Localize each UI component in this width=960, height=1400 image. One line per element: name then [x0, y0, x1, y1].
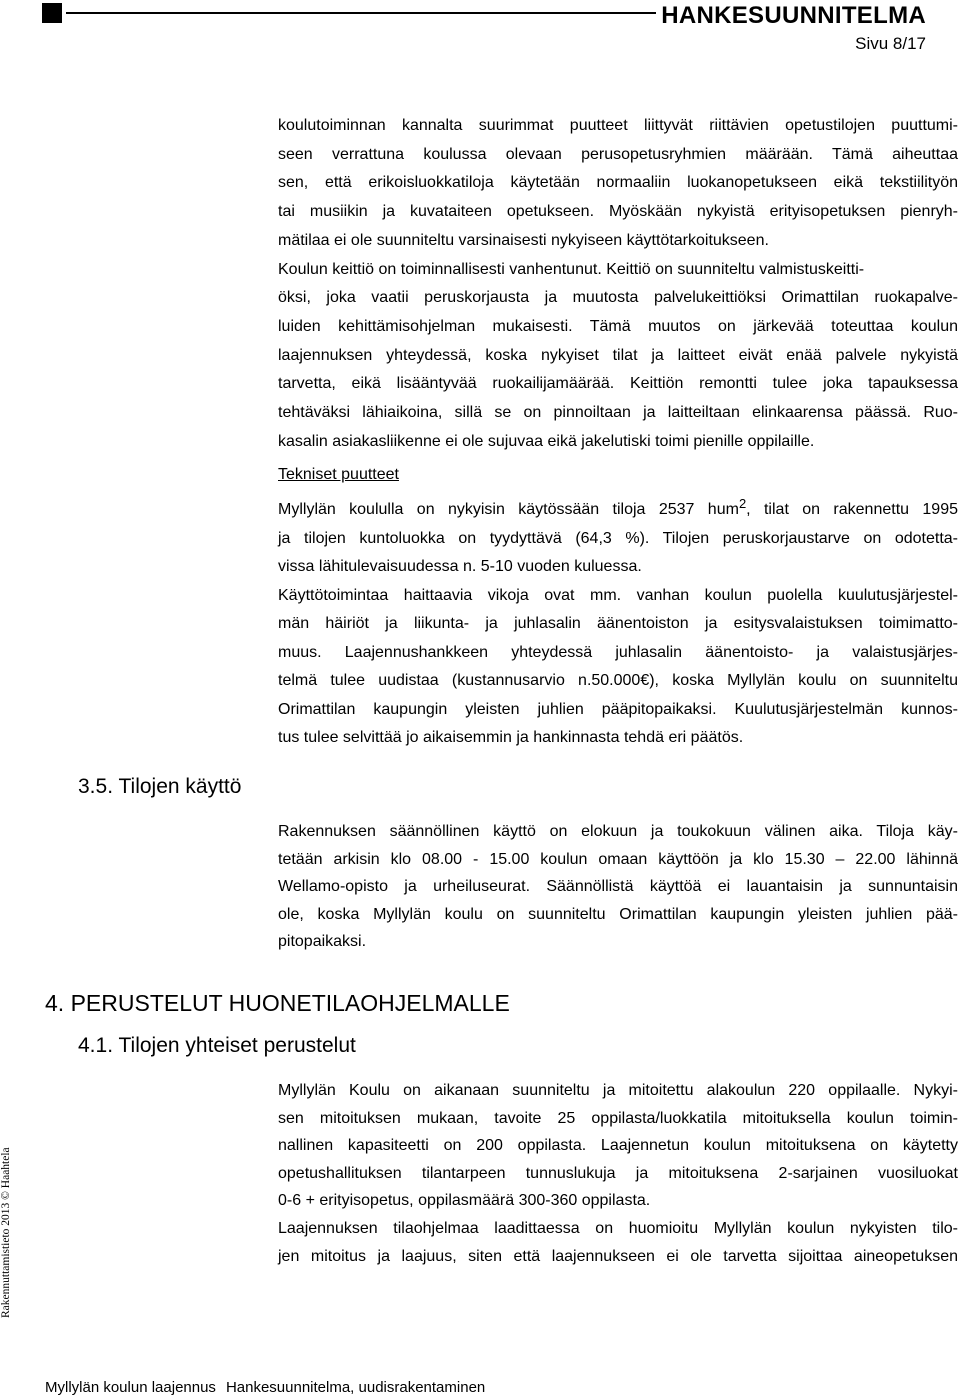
header-square-mark	[42, 3, 62, 23]
text-line: öksi, joka vaatii peruskorjausta ja muutosta palvelukeittiöksi Orimattilan ruokapalve-	[278, 289, 958, 307]
section-heading-4: 4. PERUSTELUT HUONETILAOHJELMALLE	[45, 990, 510, 1016]
text-line: sen mitoituksen mukaan, tavoite 25 oppilasta/luokkatila mitoituksella koulun toimin-	[278, 1109, 958, 1127]
document-title: HANKESUUNNITELMA	[661, 2, 926, 29]
section-3-5-paragraph	[278, 818, 958, 956]
text-line: kasalin asiakasliikenne ei ole sujuvaa eikä jakelutiski toimi pienille oppilaille.	[278, 432, 815, 450]
section-heading-4-1: 4.1. Tilojen yhteiset perustelut	[78, 1034, 356, 1057]
superscript: 2	[738, 496, 747, 511]
header-rule	[66, 12, 656, 14]
text-line: vissa lähitulevaisuudessa n. 5-10 vuoden kuluessa.	[278, 558, 642, 575]
page-number: Sivu 8/17	[855, 34, 926, 53]
text-line: opetushallituksen tilantarpeen tunnuslukuja ja mitoituksena 2-sarjainen vuosiluokat	[278, 1164, 958, 1182]
intro-paragraph	[278, 112, 958, 456]
text-line: tai musiikin ja kuvataiteen opetukseen. Myöskään nykyistä erityisopetuksen pienryh-	[278, 203, 958, 221]
page-footer	[45, 1379, 485, 1396]
text-line: telmä tulee uudistaa (kustannusarvio n.50.000€), koska Myllylän koulu on suunniteltu	[278, 672, 958, 689]
text-line: tus tulee selvittää jo aikaisemmin ja hankinnasta tehdä eri päätös.	[278, 729, 744, 746]
text-line: muus. Laajennushankkeen yhteydessä juhlasalin äänentoisto- ja valaistusjärjes-	[278, 643, 958, 661]
text-line: luiden kehittämisohjelman mukaisesti. Tämä muutos on järkevää toteuttaa koulun	[278, 317, 958, 335]
text-line: pitopaikaksi.	[278, 933, 367, 951]
text-line: Wellamo-opisto ja urheiluseurat. Säännöllistä käyttöä ei lauantaisin ja sunnuntaisin	[278, 878, 958, 896]
text-line: Rakennuksen säännöllinen käyttö on elokuun ja toukokuun välinen aika. Tiloja käy-	[278, 823, 958, 840]
text-line: nallinen kapasiteetti on 200 oppilasta. Laajennetun koulun mitoituksena on käytetty	[278, 1137, 958, 1155]
text-line: tehtäväksi lähiaikoina, sillä se on pinnoiltaan ja laitteiltaan elinkaarensa päässä. Ruo-	[278, 404, 958, 422]
text-line	[278, 496, 958, 525]
text-line: tetään arkisin klo 08.00 - 15.00 koulun omaan käyttöön ja klo 15.30 – 22.00 lähinnä	[278, 850, 958, 868]
text-fragment: Myllylän koululla on nykyisin käytössään tiloja 2537 hum	[278, 501, 739, 518]
text-line: tarvetta, eikä lisääntyvää ruokailijamäärää. Keittiön remontti tulee joka tapauksessa	[278, 375, 958, 393]
copyright-side-note: Rakennuttamistieto 2013 © Haahtela	[0, 1147, 12, 1318]
text-fragment: , tilat on rakennettu 1995	[746, 501, 959, 518]
footer-project-name: Myllylän koulun laajennus	[45, 1379, 216, 1396]
section-4-1-paragraph	[278, 1077, 958, 1270]
text-line: Laajennuksen tilaohjelmaa laadittaessa on huomioitu Myllylän koulun nykyisten tilo-	[278, 1219, 958, 1237]
text-line: mätilaa ei ole suunniteltu varsinaisesti nykyiseen käyttötarkoitukseen.	[278, 231, 769, 249]
technical-heading: Tekniset puutteet	[278, 466, 399, 483]
text-line: Myllylän Koulu on aikanaan suunniteltu ja mitoitettu alakoulun 220 oppilaalle. Nykyi-	[278, 1082, 958, 1099]
text-line: Käyttötoimintaa haittaavia vikoja ovat mm. vanhan koulun puolella kuulutusjärjestel-	[278, 586, 958, 604]
text-line: Koulun keittiö on toiminnallisesti vanhentunut. Keittiö on suunniteltu valmistuskeitti-	[278, 260, 865, 278]
footer-document-name: Hankesuunnitelma, uudisrakentaminen	[225, 1379, 486, 1396]
text-line: jen mitoitus ja laajuus, siten että laajennukseen ei ole tarvetta sijoittaa aineopetuksen	[278, 1247, 958, 1265]
text-line: män häiriöt ja liikunta- ja juhlasalin äänentoiston ja esitysvalaistuksen toimimatto-	[278, 615, 958, 632]
text-line: koulutoiminnan kannalta suurimmat puutteet liittyvät riittävien opetustilojen puuttumi-	[278, 117, 958, 134]
section-heading-3-5: 3.5. Tilojen käyttö	[78, 775, 242, 798]
text-line: ja tilojen kuntoluokka on tyydyttävä (64,3 %). Tilojen peruskorjaustarve on odotetta-	[278, 529, 958, 547]
text-line: 0-6 + erityisopetus, oppilasmäärä 300-360 oppilasta.	[278, 1192, 651, 1210]
text-line: laajennuksen yhteydessä, koska nykyiset tilat ja laitteet eivät enää palvele nykyistä	[278, 346, 958, 364]
text-line: sen, että erikoisluokkatiloja käytetään normaaliin luokanopetukseen eikä tekstiilityön	[278, 174, 958, 192]
text-line: Orimattilan kaupungin yleisten juhlien pääpitopaikaksi. Kuulutusjärjestelmän kunnos-	[278, 700, 958, 718]
text-line: seen verrattuna koulussa olevaan perusopetusryhmien määrään. Tämä aiheuttaa	[278, 145, 958, 163]
technical-paragraph	[278, 496, 958, 753]
text-line: ole, koska Myllylän koulu on suunniteltu Orimattilan kaupungin yleisten juhlien pää-	[278, 905, 958, 923]
